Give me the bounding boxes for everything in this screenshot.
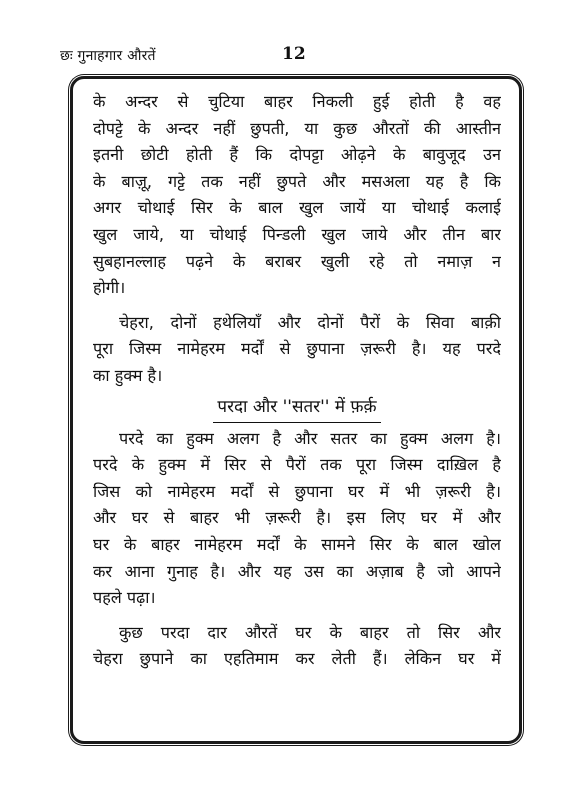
text-line: जिस को नामेहरम मर्दों से छुपाना घर में भी ज़रूरी है। (93, 481, 501, 501)
text-line: कर आना गुनाह है। और यह उस का अज़ाब है जो आपने (93, 561, 501, 581)
text-line: चेहरा, दोनों हथेलियाँ और दोनों पैरों के सिवा बाक़ी (119, 312, 501, 332)
text-line: चेहरा छुपाने का एहतिमाम कर लेती हैं। लेकिन घर में (93, 649, 501, 669)
running-header: छः गुनाहगार औरतें (60, 48, 156, 64)
text-line: के अन्दर से चुटिया बाहर निकली हुई होती है वह (93, 92, 501, 111)
text-line: सुबहानल्लाह पढ़ने के बराबर खुली रहे तो नमाज़ न (93, 251, 501, 271)
text-line: घर के बाहर नामेहरम मर्दों के सामने सिर के बाल खोल (93, 534, 501, 554)
text-line: का हुक्म है। (93, 365, 163, 385)
text-line: के बाज़ू, गट्टे तक नहीं छुपते और मसअला यह है कि (93, 171, 501, 191)
section-heading (93, 392, 501, 426)
page-body (93, 89, 501, 673)
text-line: परदे के हुक्म में सिर से पैरों तक पूरा जिस्म दाख़िल है (93, 455, 501, 475)
text-line: इतनी छोटी होती हैं कि दोपट्टा ओढ़ने के बावुजूद उन (93, 145, 501, 165)
text-line: होगी। (93, 278, 126, 298)
text-line: पहले पढ़ा। (93, 588, 156, 608)
text-line: कुछ परदा दार औरतें घर के बाहर तो सिर और (119, 622, 501, 642)
paragraph (93, 89, 501, 302)
text-line: खुल जाये, या चोथाई पिन्डली खुल जाये और तीन बार (93, 224, 501, 244)
text-line: और घर से बाहर भी ज़रूरी है। इस लिए घर में और (93, 508, 501, 528)
paragraph (93, 310, 501, 390)
paragraph (93, 426, 501, 612)
page-number: 12 (282, 44, 306, 64)
text-line: अगर चोथाई सिर के बाल खुल जायें या चोथाई कलाई (93, 198, 501, 218)
text-line: पूरा जिस्म नामेहरम मर्दों से छुपाना ज़रूरी है। यह परदे (93, 339, 501, 359)
text-line: परदे का हुक्म अलग है और सतर का हुक्म अलग है। (119, 428, 501, 448)
paragraph (93, 620, 501, 673)
section-heading-text: परदा और ''सतर'' में फ़र्क़ (213, 394, 380, 423)
text-line: दोपट्टे के अन्दर नहीं छुपती, या कुछ औरतों की आस्तीन (93, 118, 501, 138)
